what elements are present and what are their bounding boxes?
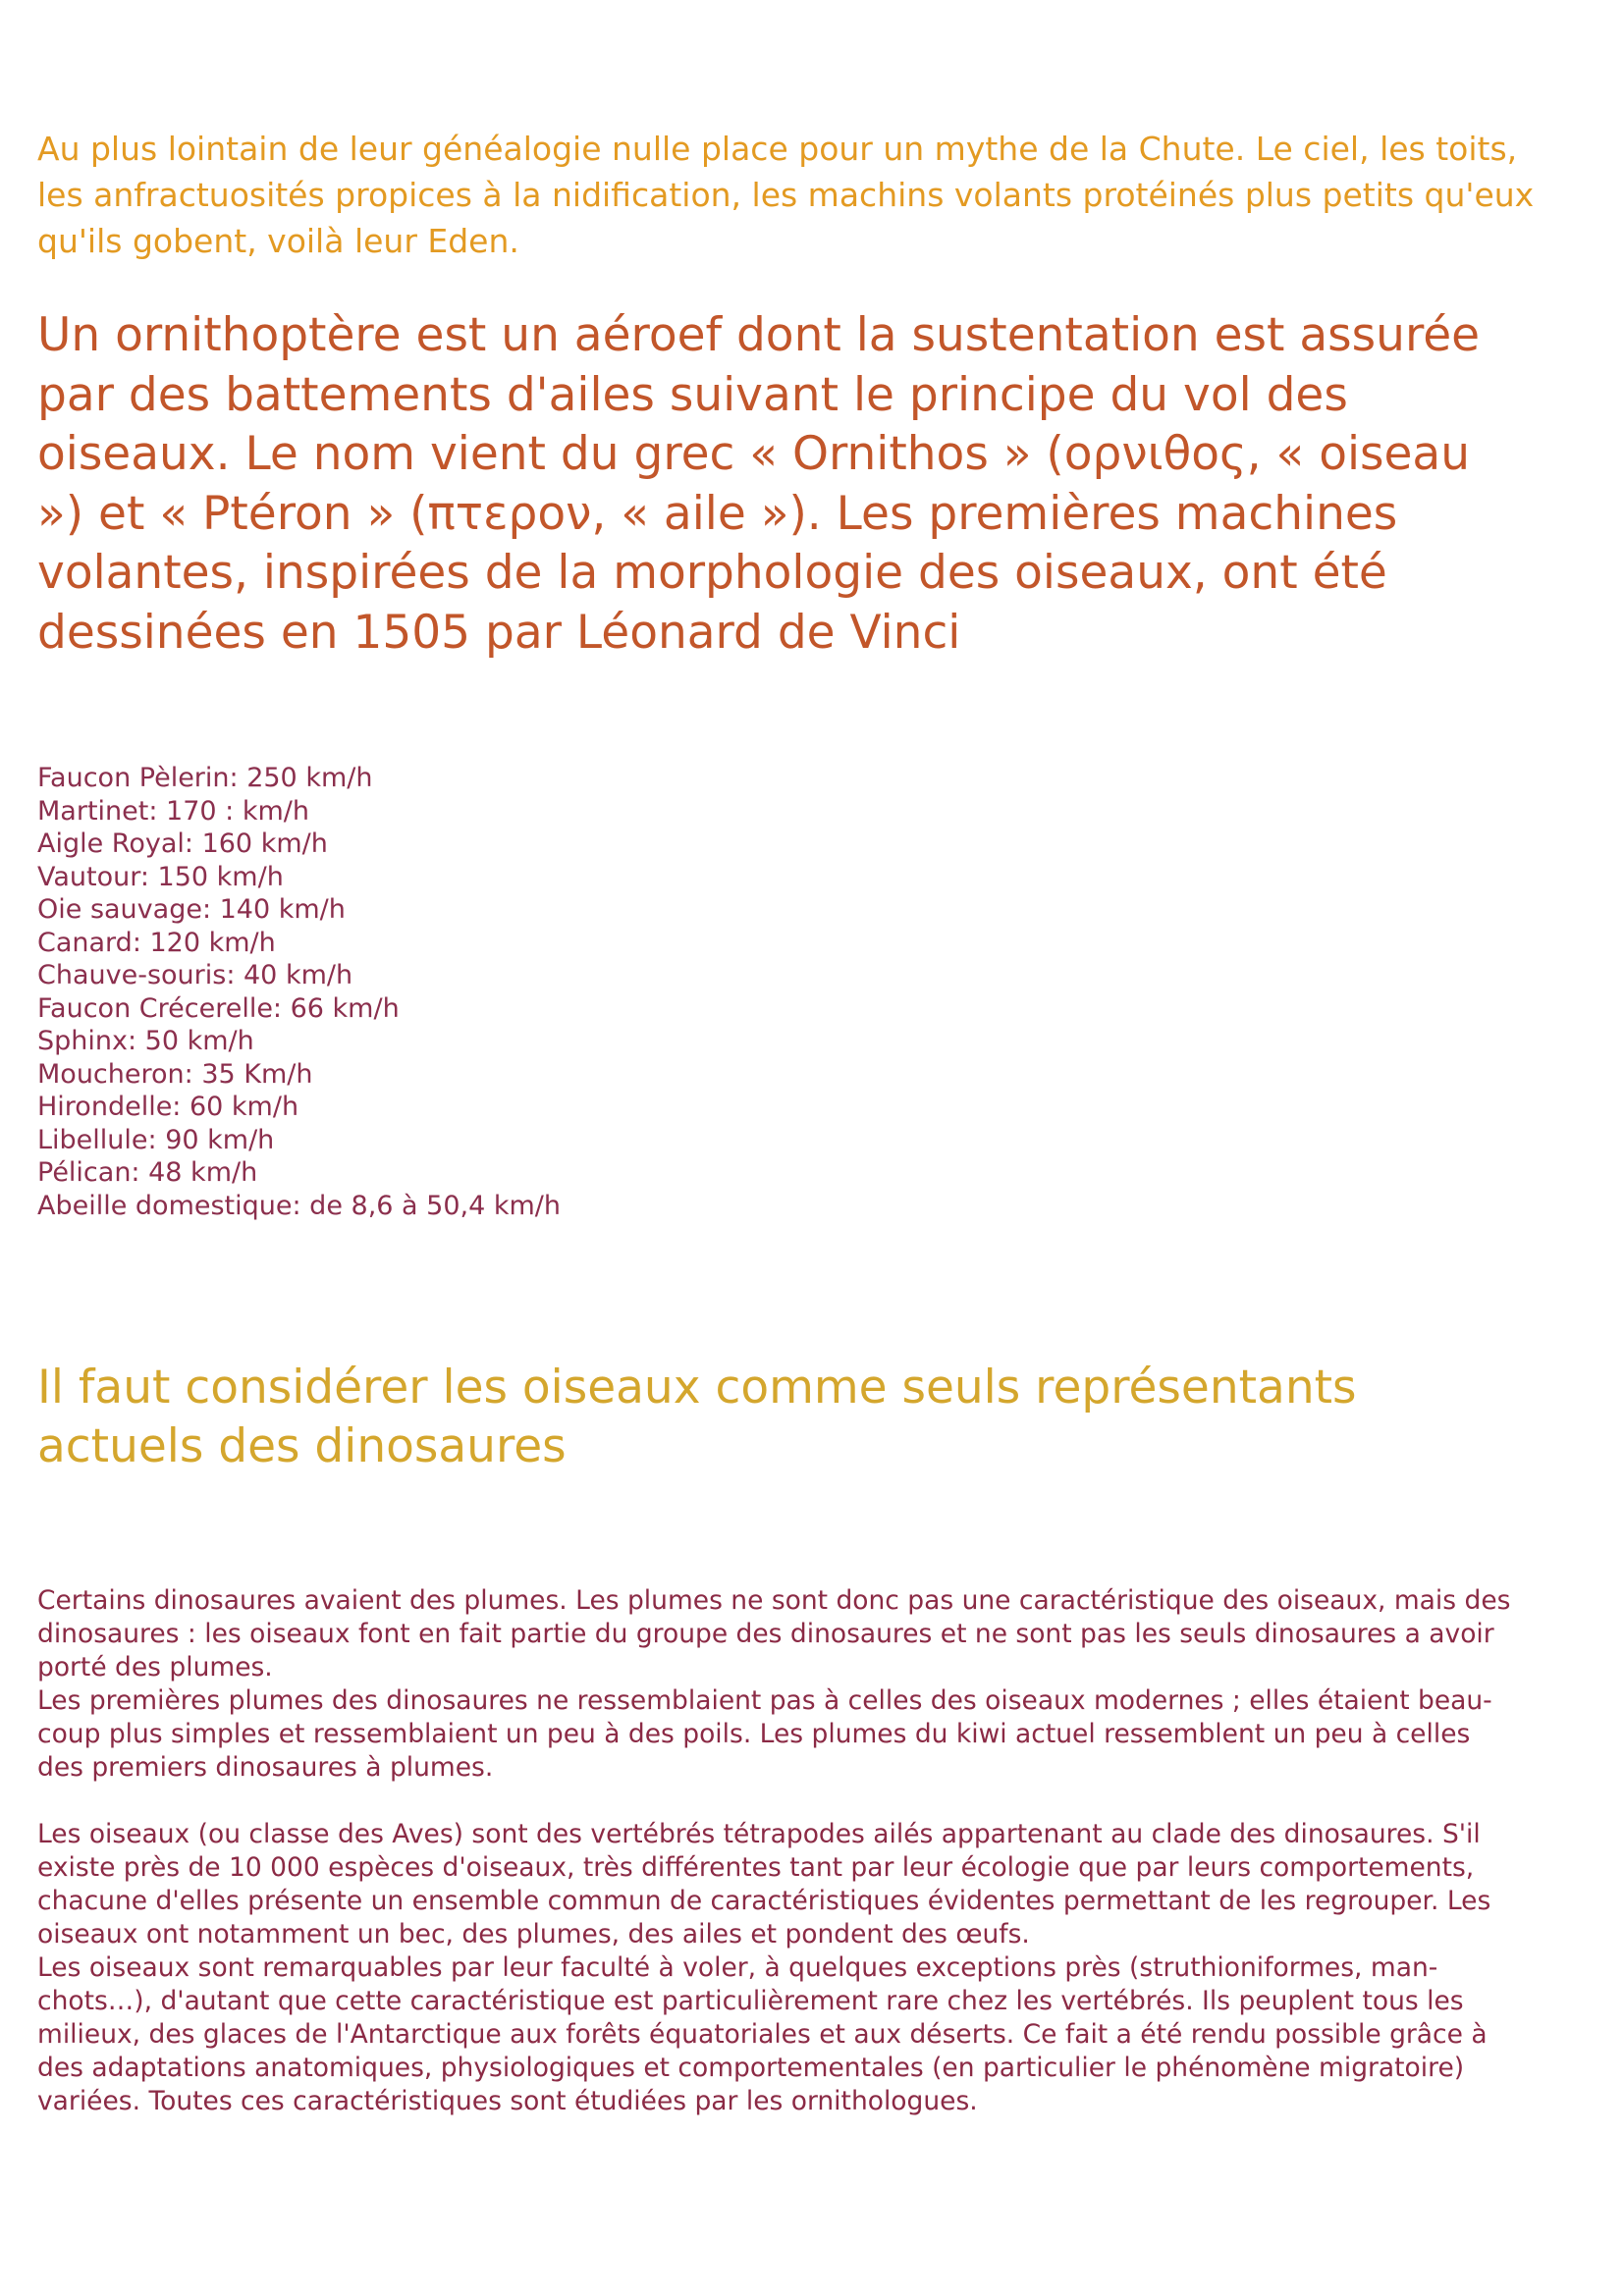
speed-item: Canard: 120 km/h: [37, 927, 276, 958]
speed-item: Vautour: 150 km/h: [37, 861, 284, 892]
speed-item: Moucheron: 35 Km/h: [37, 1058, 313, 1090]
speed-list: [37, 762, 921, 1222]
speed-item: Faucon Pèlerin: 250 km/h: [37, 763, 373, 793]
speed-item: Hirondelle: 60 km/h: [37, 1092, 299, 1122]
speed-item: Oie sauvage: 140 km/h: [37, 894, 346, 925]
speed-item: Abeille domestique: de 8,6 à 50,4 km/h: [37, 1190, 562, 1221]
ornithoptere-paragraph: Un ornithoptère est un aéroef dont la sustentation est assurée par des battements d'ailes suivant le principe du vol des oiseaux. Le nom vient du grec « Ornithos » (ορνιθος, « oiseau ») et « Ptéron » (πτερον, « aile »). Les premières machines volantes, inspirées de la morphologie des oiseaux, ont été dessinées en 1505 par Léonard de Vinci: [37, 308, 1481, 660]
intro-paragraph: Au plus lointain de leur généalogie nulle place pour un mythe de la Chute. Le ciel, les toits, les anfractuosités propices à la nidification, les machins volants protéinés plus petits qu'eux qu'ils gobent, voilà leur Eden.: [37, 130, 1535, 260]
speed-item: Libellule: 90 km/h: [37, 1124, 275, 1155]
body-text: Certains dinosaures avaient des plumes. Les plumes ne sont donc pas une caractéristique des oiseaux, mais des dinosaures : les oiseaux font en fait partie du groupe des dinosaures et ne sont pas les seuls dinosaures a avoir porté des plumes. Les premières plumes des dinosaures ne ressemblaient pas à celles des oiseaux modernes ; elles étaient beau- coup plus simples et ressemblaient un peu à des poils. Les plumes du kiwi actuel ressemblent un peu à celles des premiers dinosaures à plumes. Les oiseaux (ou classe des Aves) sont des vertébrés tétrapodes ailés appartenant au clade des dinosaures. S'il existe près de 10 000 espèces d'oiseaux, très différentes tant par leur écologie que par leurs comportements, chacune d'elles présente un ensemble commun de caractéristiques évidentes permettant de les regrouper. Les oiseaux ont notamment un bec, des plumes, des ailes et pondent des œufs. Les oiseaux sont remarquables par leur faculté à voler, à quelques exceptions près (struthioniformes, man- chots…), d'autant que cette caractéristique est particulièrement rare chez les vertébrés. Ils peuplent tous les milieux, des glaces de l'Antarctique aux forêts équatoriales et aux déserts. Ce fait a été rendu possible grâce à des adaptations anatomiques, physiologiques et comportementales (en particulier le phénomène migratoire) variées. Toutes ces caractéristiques sont étudiées par les ornithologues.: [37, 1585, 1511, 2116]
speed-item: Aigle Royal: 160 km/h: [37, 828, 328, 859]
speed-item: Sphinx: 50 km/h: [37, 1026, 254, 1056]
speed-item: Pélican: 48 km/h: [37, 1157, 258, 1188]
speed-item: Chauve-souris: 40 km/h: [37, 960, 353, 990]
speed-item: Martinet: 170 : km/h: [37, 795, 309, 827]
speed-item: Faucon Crécerelle: 66 km/h: [37, 992, 400, 1024]
dinosaures-heading: Il faut considérer les oiseaux comme seuls représentants actuels des dinosaures: [37, 1361, 1357, 1473]
